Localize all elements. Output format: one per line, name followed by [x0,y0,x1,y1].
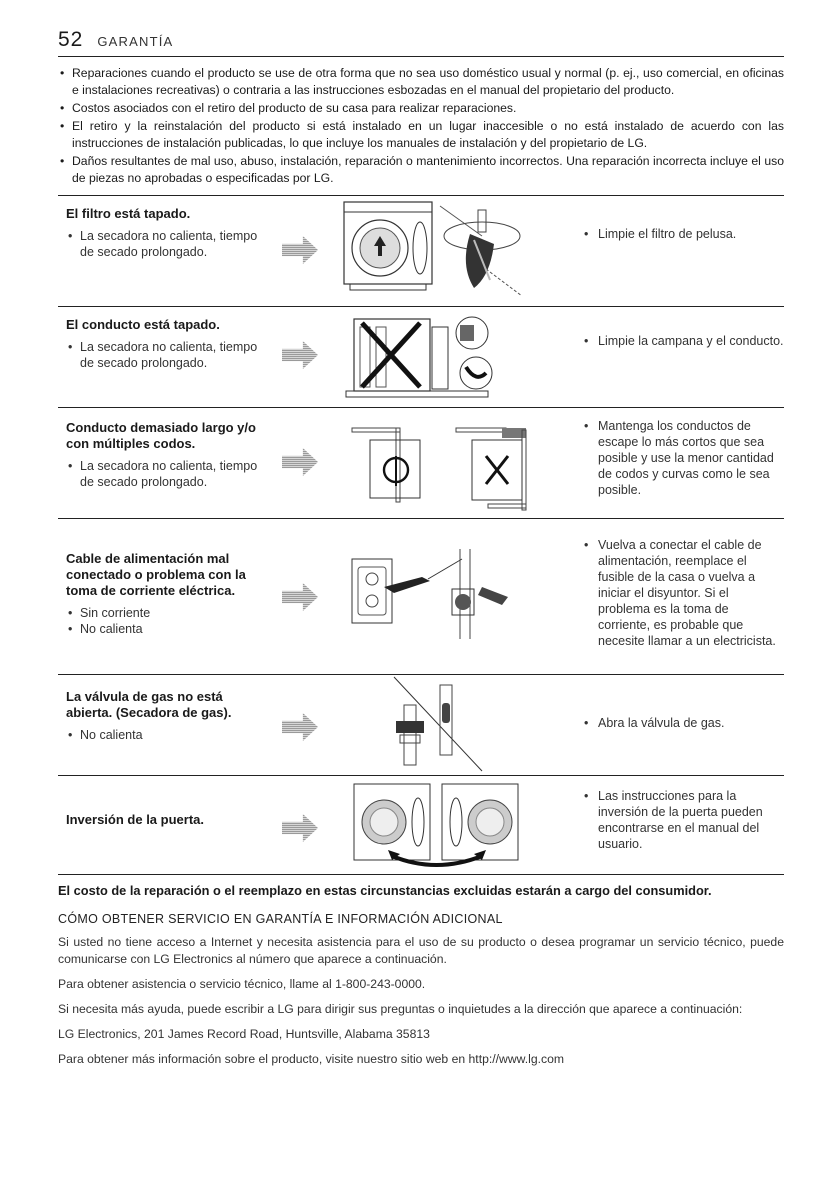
page-header [58,28,784,57]
solution-text: • Las instrucciones para la inversión de la puerta pueden encontrarse en el manual del usuario. [584,788,784,852]
symptom: • La secadora no calienta, tiempo de secado prolongado. [80,228,272,260]
row-title: El filtro está tapado. [66,206,191,221]
paragraph: Para obtener asistencia o servicio técnico, llame al 1-800-243-0000. [58,977,426,991]
arrow-icon [282,236,318,264]
row-title: Conducto demasiado largo y/o con múltiples codos. [66,420,256,451]
list-item: • Daños resultantes de mal uso, abuso, instalación, reparación o mantenimiento incorrectos. Una reparación incorrecta incluye el uso de piezas no aprobadas o especificadas por LG. [72,153,784,187]
troubleshooting-row [58,776,784,875]
exclusions-list [58,65,784,187]
symptom: • La secadora no calienta, tiempo de secado prolongado. [80,339,272,371]
symptom: • No calienta [80,727,272,743]
troubleshooting-row [58,519,784,675]
paragraph: Para obtener más información sobre el producto, visite nuestro sitio web en http://www.lg.com [58,1052,565,1066]
solution-text: • Mantenga los conductos de escape lo más cortos que sea posible y use la menor cantidad de codos y curvas como le sea posible. [584,418,784,498]
troubleshooting-row [58,307,784,408]
paragraph: LG Electronics, 201 James Record Road, Huntsville, Alabama 35813 [58,1027,430,1041]
list-item: • Costos asociados con el retiro del producto de su casa para realizar reparaciones. [72,100,784,117]
door-reversal-illustration [332,776,566,872]
arrow-icon [282,814,318,842]
page-number: 52 [58,28,84,51]
arrow-icon [282,341,318,369]
row-title: Inversión de la puerta. [66,812,204,827]
list-item: • El retiro y la reinstalación del producto si está instalado en un lugar inaccesible o no está instalado de acuerdo con las instrucciones de instalación publicadas, lo que incluye los manuales de instalación y del propietario de LG. [72,118,784,152]
troubleshooting-row [58,675,784,776]
long-duct-illustration [332,408,566,516]
solution-text: • Abra la válvula de gas. [584,715,784,731]
symptom: • No calienta [80,621,272,637]
solution-text: • Limpie el filtro de pelusa. [584,226,784,242]
page [58,28,784,1068]
section-title: GARANTÍA [97,34,174,49]
clogged-duct-illustration [332,307,566,405]
troubleshooting-row [58,408,784,519]
symptom: • La secadora no calienta, tiempo de secado prolongado. [80,458,272,490]
list-item: • Reparaciones cuando el producto se use de otra forma que no sea uso doméstico usual y normal (p. ej., uso comercial, en oficinas e instalaciones recreativas) o contraria a las instrucciones esbozadas en el manual del propietario del producto. [72,65,784,99]
troubleshooting-row [58,196,784,307]
paragraph: Si usted no tiene acceso a Internet y necesita asistencia para el uso de su producto o desea programar un servicio técnico, puede comunicarse con LG Electronics al número que aparece a continuación. [58,935,784,966]
row-title: Cable de alimentación mal conectado o problema con la toma de corriente eléctrica. [66,551,246,598]
arrow-icon [282,448,318,476]
arrow-icon [282,583,318,611]
consumer-cost-notice: El costo de la reparación o el reemplazo en estas circunstancias excluidas estarán a cargo del consumidor. [58,883,712,898]
lint-filter-illustration [332,196,566,304]
gas-valve-illustration [332,675,566,773]
paragraph: Si necesita más ayuda, puede escribir a LG para dirigir sus preguntas o inquietudes a la dirección que aparece a continuación: [58,1002,743,1016]
symptom: • Sin corriente [80,605,272,621]
row-title: La válvula de gas no está abierta. (Secadora de gas). [66,689,232,720]
solution-text: • Limpie la campana y el conducto. [584,333,784,349]
solution-text: • Vuelva a conectar el cable de alimentación, reemplace el fusible de la casa o vuelva a iniciar el disyuntor. Si el problema es la toma de corriente, es probable que necesite llamar a un electricista. [584,537,784,649]
row-title: El conducto está tapado. [66,317,220,332]
power-outlet-illustration [332,519,566,672]
service-heading: CÓMO OBTENER SERVICIO EN GARANTÍA E INFORMACIÓN ADICIONAL [58,912,503,926]
arrow-icon [282,713,318,741]
